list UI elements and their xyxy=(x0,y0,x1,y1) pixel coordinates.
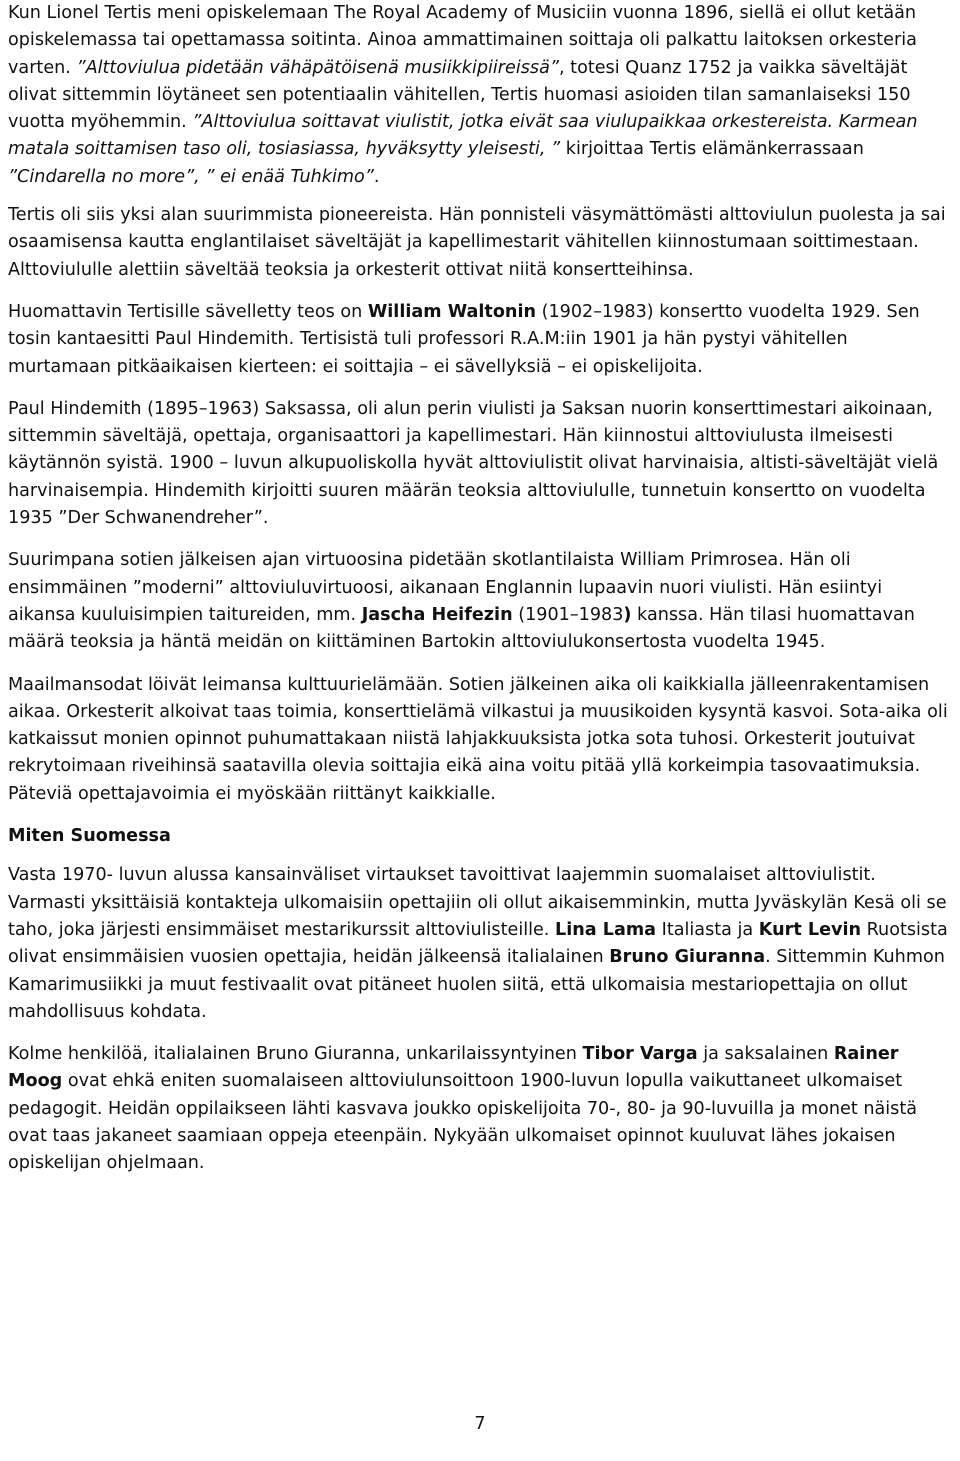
name-tibor-varga: Tibor Varga xyxy=(582,1044,698,1065)
text-run: Vasta 1970- luvun alussa kansainväliset virtaukset tavoittivat laajemmin suomalaiset alttoviulistit. Varmasti yksittäisiä kontakteja ulkomaisiin opettajiin oli ollut aikaisemminkin, mutta Jyväskylän Kesä oli se taho, joka järjesti ensimmäiset mestarikurssit alttoviulisteille. xyxy=(8,865,947,940)
paragraph-world-wars: Maailmansodat löivät leimansa kulttuurielämään. Sotien jälkeinen aika oli kaikkialla jälleenrakentamisen aikaa. Orkesterit alkoivat taas toimia, konserttielämä vilkastui ja muusikoiden kysyntä kasvoi. Sota-aika oli katkaissut monien opinnot puhumattakaan niistä lahjakkuuksista jotka sota tuhosi. Orkesterit joutuivat rekrytoimaan riveihinsä saatavilla olevia soittajia eikä aina voitu pitää yllä korkeimpia tasovaatimuksia. Päteviä opettajavoimia ei myöskään riittänyt kaikkialle. xyxy=(8,674,948,804)
name-kurt-levin: Kurt Levin xyxy=(758,919,862,940)
name-william-walton: William Waltonin xyxy=(367,301,536,322)
bold-paren: ) xyxy=(623,604,632,625)
book-title: ”Cindarella no more”, ” ei enää Tuhkimo” xyxy=(8,166,374,187)
paragraph-walton xyxy=(8,299,954,381)
text-run: ja saksalainen xyxy=(697,1044,834,1065)
paragraph-tertis-academy xyxy=(8,0,954,191)
paragraph-tertis-pioneer: Tertis oli siis yksi alan suurimmista pioneereista. Hän ponnisteli väsymättömästi alttoviulun puolesta ja sai osaamisensa kautta englantilaiset säveltäjät ja kapellimestarit vähitellen kiinnostumaan soittimestaan. Alttoviululle alettiin säveltää teoksia ja orkesterit ottivat niitä konsertteihinsa. xyxy=(8,205,946,280)
text-run: ovat ehkä eniten suomalaiseen alttoviulunsoittoon 1900-luvun lopulla vaikuttaneet ulkomaiset pedagogit. Heidän oppilaikseen lähti kasvava joukko opiskelijoita 70-, 80- ja 90-luvuilla ja monet näistä ovat taas jakaneet saamiaan oppeja eteenpäin. Nykyään ulkomaiset opinnot kuuluvat lähes jokaisen opiskelijan ohjelmaan. xyxy=(8,1071,917,1174)
quote-quanz: ”Alttoviulua pidetään vähäpätöisenä musiikkipiireissä” xyxy=(76,57,559,78)
paragraph-pedagogues xyxy=(8,1041,954,1177)
document-page xyxy=(8,0,954,1193)
text-run: (1901–1983 xyxy=(512,604,624,625)
text-run: Huomattavin Tertisille sävelletty teos on xyxy=(8,301,368,322)
page-number: 7 xyxy=(474,1414,486,1434)
text-run: . Sittemmin Kuhmon Kamarimusiikki ja muut festivaalit ovat pitäneet huolen siitä, että ulkomaisia mestariopettajia on ollut mahdollisuus kohdata. xyxy=(8,947,945,1022)
text-run: , totesi Quanz 1752 ja vaikka säveltäjät olivat sittemmin löytäneet sen potentiaalin vähitellen, Tertis huomasi asioiden tilan samanlaiseksi 150 vuotta myöhemmin. xyxy=(8,57,911,133)
section-heading: Miten Suomessa xyxy=(8,826,171,847)
paragraph-finland xyxy=(8,862,954,1026)
paragraph-hindemith: Paul Hindemith (1895–1963) Saksassa, oli alun perin viulisti ja Saksan nuorin konserttimestari aikoinaan, sittemmin säveltäjä, opettaja, organisaattori ja kapellimestari. Hän kiinnostui alttoviulusta ilmeisesti käytännön syistä. 1900 – luvun alkupuoliskolla hyvät alttoviulistit olivat harvinaisia, altisti-säveltäjät vielä harvinaisempia. Hindemith kirjoitti suuren määrän teoksia alttoviululle, tunnetuin konsertto on vuodelta 1935 ”Der Schwanendreher”. xyxy=(8,398,939,529)
text-run: kirjoittaa Tertis elämänkerrassaan xyxy=(560,139,864,160)
name-lina-lama: Lina Lama xyxy=(555,919,657,940)
name-bruno-giuranna: Bruno Giuranna xyxy=(609,947,766,968)
name-rainer-moog: Rainer Moog xyxy=(8,1044,899,1092)
text-run: . xyxy=(373,166,380,187)
paragraph-primrose xyxy=(8,547,954,656)
text-run: (1902–1983) konsertto vuodelta 1929. Sen tosin kantaesitti Paul Hindemith. Tertisistä tuli professori R.A.M:iin 1901 ja hän pystyi vähitellen murtamaan pitkäaikaisen kierteen: ei soittajia – ei sävellyksiä – ei opiskelijoita. xyxy=(8,301,920,377)
text-run: Suurimpana sotien jälkeisen ajan virtuoosina pidetään skotlantilaista William Primrosea. Hän oli ensimmäinen ”moderni” alttoviuluvirtuoosi, aikanaan Englannin lupaavin nuori viulisti. Hän esiintyi aikansa kuuluisimpien taitureiden, mm. xyxy=(8,550,883,625)
text-run: Kun Lionel Tertis meni opiskelemaan The Royal Academy of Musiciin vuonna 1896, siellä ei ollut ketään opiskelemassa tai opettamassa soitinta. Ainoa ammattimainen soittaja oli palkattu laitoksen orkesteria varten. xyxy=(8,3,917,78)
text-run: Ruotsista olivat ensimmäisien vuosien opettajia, heidän jälkeensä italialainen xyxy=(8,919,948,968)
name-jascha-heifez: Jascha Heifezin xyxy=(361,604,513,625)
text-run: Italiasta ja xyxy=(656,919,759,940)
text-run: kanssa. Hän tilasi huomattavan määrä teoksia ja häntä meidän on kiittäminen Bartokin alttoviulukonsertosta vuodelta 1945. xyxy=(8,604,915,653)
text-run: Kolme henkilöä, italialainen Bruno Giuranna, unkarilaissyntyinen xyxy=(8,1044,583,1065)
quote-tertis: ”Alttoviulua soittavat viulistit, jotka eivät saa viulupaikkaa orkestereista. Karmean matala soittamisen taso oli, tosiasiassa, hyväksytty yleisesti, ” xyxy=(8,112,918,160)
